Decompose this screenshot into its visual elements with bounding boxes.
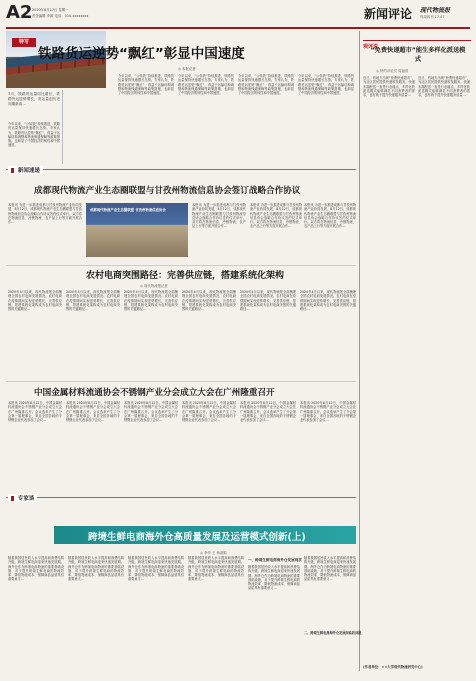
- sidebar-body-2: 近日，有地方出现“免费快递超市”，为社区居民提供快递收发服务。快递末端配送一直是行业痛点，多样化的派送模式能够满足不同消费者的需求，也有助于提升快递服务质量…: [418, 76, 470, 98]
- masthead-rule: [6, 27, 470, 29]
- feature-subhead-2: 二、跨境生鲜电商海外仓发展面临的问题: [304, 631, 362, 635]
- section-label-expert: 专家谈: [8, 494, 37, 502]
- news3-headline: 中国金属材料流通协会不锈钢产业分会成立大会在广州隆重召开: [34, 388, 275, 398]
- news3-body-col3: 本报讯 2020年8月12日，中国金属材料流通协会不锈钢产业分会成立大会在广州隆重召开。会议选举产生了分会第一届理事会，来自全国各地的不锈钢企业代表参加了会议…: [124, 401, 178, 423]
- lead-badge: 特写: [12, 38, 36, 47]
- news2-body-col6: 2020年4月以来，现代物流报全面梳理全国农村电商发展情况。农村电商在疫情期间实现逆势增长，完善供应链、搭建系统化架构成为农村电商突围的关键路径…: [300, 290, 356, 312]
- feature-headline: 跨境生鲜电商海外仓高质量发展及运营模式创新(上): [88, 532, 306, 543]
- news1-photo: [86, 203, 188, 257]
- sidebar-body-1: 近日，有地方出现“免费快递超市”，为社区居民提供快递收发服务。快递末端配送一直是行业痛点，多样化的派送模式能够满足不同消费者的需求，也有助于提升快递服务质量…: [363, 76, 415, 98]
- news2-byline: ◎ 现代物流报记者: [140, 284, 168, 288]
- sidebar-title: “免费快递超市”能生多样化派送模式: [370, 47, 466, 63]
- news3-body-col6: 本报讯 2020年8月12日，中国金属材料流通协会不锈钢产业分会成立大会在广州隆重召开。会议选举产生了分会第一届理事会，来自全国各地的不锈钢企业代表参加了会议…: [300, 401, 356, 423]
- masthead: [0, 0, 476, 30]
- section-name: 新闻评论: [364, 7, 413, 21]
- sidebar-label: 观评说: [363, 44, 379, 50]
- news3-body-col4: 本报讯 2020年8月12日，中国金属材料流通协会不锈钢产业分会成立大会在广州隆重召开。会议选举产生了分会第一届理事会，来自全国各地的不锈钢企业代表参加了会议…: [182, 401, 236, 423]
- lead-body-col1: 今年以来，“公转铁”持续推进，铁路货运量保持快速增长态势。专家认为，铁路货运逆势“飘红”，得益于运输结构调整和物流保通保畅等政策措施，也彰显了中国经济的韧性和中国速度。: [8, 122, 60, 148]
- page-issue: 每周四刊 17-47: [420, 15, 445, 19]
- lead-body-col3: 今年以来，“公转铁”持续推进，铁路货运量保持快速增长态势。专家认为，铁路货运逆势“飘红”，得益于运输结构调整和物流保通保畅等政策措施，也彰显了中国经济的韧性和中国速度。: [178, 74, 234, 96]
- lead-headline: 铁路货运逆势“飘红”彰显中国速度: [38, 46, 245, 62]
- lead-body-col5: 今年以来，“公转铁”持续推进，铁路货运量保持快速增长态势。专家认为，铁路货运逆势“飘红”，得益于运输结构调整和物流保通保畅等政策措施，也彰显了中国经济的韧性和中国速度。: [298, 74, 354, 96]
- editor-line: 责任编辑 李源 电话：010-xxxxxxxx: [32, 14, 89, 18]
- news1-headline: 成都现代物流产业生态圈联盟与甘孜州物流信息协会签订战略合作协议: [34, 186, 301, 196]
- lead-body-col4: 今年以来，“公转铁”持续推进，铁路货运量保持快速增长态势。专家认为，铁路货运逆势“飘红”，得益于运输结构调整和物流保通保畅等政策措施，也彰显了中国经济的韧性和中国速度。: [238, 74, 294, 96]
- sidebar-byline: ◎ 特约评论员 周福成: [376, 69, 409, 73]
- news2-body-col3: 2020年4月以来，现代物流报全面梳理全国农村电商发展情况。农村电商在疫情期间实现逆势增长，完善供应链、搭建系统化架构成为农村电商突围的关键路径…: [124, 290, 178, 312]
- feature-byline: ◎ 李华 王 杨淑娟: [200, 551, 227, 555]
- feature-body-col6: 随着我国居民收入水平提高和消费结构升级，跨境生鲜电商迎来快速发展期。海外仓作为跨境电商物流的重要基础设施，对于提升跨境生鲜电商的物流效率、降低物流成本、保障商品品质具有重要意义…: [304, 556, 356, 582]
- feature-body-col2: 随着我国居民收入水平提高和消费结构升级，跨境生鲜电商迎来快速发展期。海外仓作为跨境电商物流的重要基础设施，对于提升跨境生鲜电商的物流效率、降低物流成本、保障商品品质具有重要意义…: [68, 556, 124, 582]
- sidebar-label-box: [363, 33, 471, 50]
- news3-body-col1: 本报讯 2020年8月12日，中国金属材料流通协会不锈钢产业分会成立大会在广州隆重召开。会议选举产生了分会第一届理事会，来自全国各地的不锈钢企业代表参加了会议…: [8, 401, 62, 423]
- news1-body-col1: 本报讯 为进一步推进成都与甘孜州物流产业协同发展，8月12日，成都现代物流产业生态圈联盟与甘孜州物流信息协会战略合作协议签约仪式举行。双方将在物流信息、冷链物流、农产品上行等方面开展合作…: [8, 203, 82, 225]
- news2-headline: 农村电商突围路径：完善供应链，搭建系统化架构: [86, 271, 285, 281]
- feature-subhead-1: 一、跨境生鲜电商海外仓发展现状: [248, 558, 302, 562]
- page-code: A2: [6, 2, 33, 23]
- news2-body-col2: 2020年4月以来，现代物流报全面梳理全国农村电商发展情况。农村电商在疫情期间实现逆势增长，完善供应链、搭建系统化架构成为农村电商突围的关键路径…: [66, 290, 120, 312]
- feature-body-col4: 随着我国居民收入水平提高和消费结构升级，跨境生鲜电商迎来快速发展期。海外仓作为跨境电商物流的重要基础设施，对于提升跨境生鲜电商的物流效率、降低物流成本、保障商品品质具有重要意义…: [188, 556, 244, 582]
- date-line: 2020年8月17日 星期一: [32, 8, 69, 12]
- lead-author: ◎ 本报记者: [178, 67, 196, 71]
- lead-body-col2: 今年以来，“公转铁”持续推进，铁路货运量保持快速增长态势。专家认为，铁路货运逆势“飘红”，得益于运输结构调整和物流保通保畅等政策措施，也彰显了中国经济的韧性和中国速度。: [118, 74, 174, 96]
- feature-body-col1: 随着我国居民收入水平提高和消费结构升级，跨境生鲜电商迎来快速发展期。海外仓作为跨境电商物流的重要基础设施，对于提升跨境生鲜电商的物流效率、降低物流成本、保障商品品质具有重要意义…: [8, 556, 64, 582]
- news3-body-col5: 本报讯 2020年8月12日，中国金属材料流通协会不锈钢产业分会成立大会在广州隆重召开。会议选举产生了分会第一届理事会，来自全国各地的不锈钢企业代表参加了会议…: [240, 401, 296, 423]
- news2-body-col4: 2020年4月以来，现代物流报全面梳理全国农村电商发展情况。农村电商在疫情期间实现逆势增长，完善供应链、搭建系统化架构成为农村电商突围的关键路径…: [182, 290, 236, 312]
- feature-body-col3: 随着我国居民收入水平提高和消费结构升级，跨境生鲜电商迎来快速发展期。海外仓作为跨境电商物流的重要基础设施，对于提升跨境生鲜电商的物流效率、降低物流成本、保障商品品质具有重要意义…: [128, 556, 184, 582]
- section-label-news: 新闻速递: [8, 166, 43, 174]
- feature-note: (作者单位：××大学现代物流研究中心): [363, 665, 423, 669]
- feature-body-col5: 随着我国居民收入水平提高和消费结构升级，跨境生鲜电商迎来快速发展期。海外仓作为跨境电商物流的重要基础设施，对于提升跨境生鲜电商的物流效率、降低物流成本、保障商品品质具有重要意义…: [248, 565, 300, 591]
- paper-name: 现代物流报: [420, 7, 451, 14]
- news1-body-col3: 本报讯 为进一步推进成都与甘孜州物流产业协同发展，8月12日，成都现代物流产业生态圈联盟与甘孜州物流信息协会战略合作协议签约仪式举行。双方将在物流信息、冷链物流、农产品上行等方面开展合作…: [250, 203, 302, 229]
- news1-photo-banner: 成都现代物流产业生态圈联盟 甘孜州物流信息协会: [90, 208, 166, 212]
- lead-deck: 7月，铁路货运量同比增长，铁路货运逆势增长，发运量创历史同期新高…: [8, 92, 60, 106]
- news3-body-col2: 本报讯 2020年8月12日，中国金属材料流通协会不锈钢产业分会成立大会在广州隆重召开。会议选举产生了分会第一届理事会，来自全国各地的不锈钢企业代表参加了会议…: [66, 401, 120, 423]
- news1-body-col4: 本报讯 为进一步推进成都与甘孜州物流产业协同发展，8月12日，成都现代物流产业生态圈联盟与甘孜州物流信息协会战略合作协议签约仪式举行。双方将在物流信息、冷链物流、农产品上行等方面开展合作…: [304, 203, 356, 229]
- news1-body-col2: 本报讯 为进一步推进成都与甘孜州物流产业协同发展，8月12日，成都现代物流产业生态圈联盟与甘孜州物流信息协会战略合作协议签约仪式举行。双方将在物流信息、冷链物流、农产品上行等方面开展合作…: [192, 203, 246, 229]
- feature-banner: [54, 526, 356, 544]
- news2-body-col5: 2020年4月以来，现代物流报全面梳理全国农村电商发展情况。农村电商在疫情期间实现逆势增长，完善供应链、搭建系统化架构成为农村电商突围的关键路径…: [240, 290, 296, 312]
- news2-body-col1: 2020年4月以来，现代物流报全面梳理全国农村电商发展情况。农村电商在疫情期间实现逆势增长，完善供应链、搭建系统化架构成为农村电商突围的关键路径…: [8, 290, 62, 312]
